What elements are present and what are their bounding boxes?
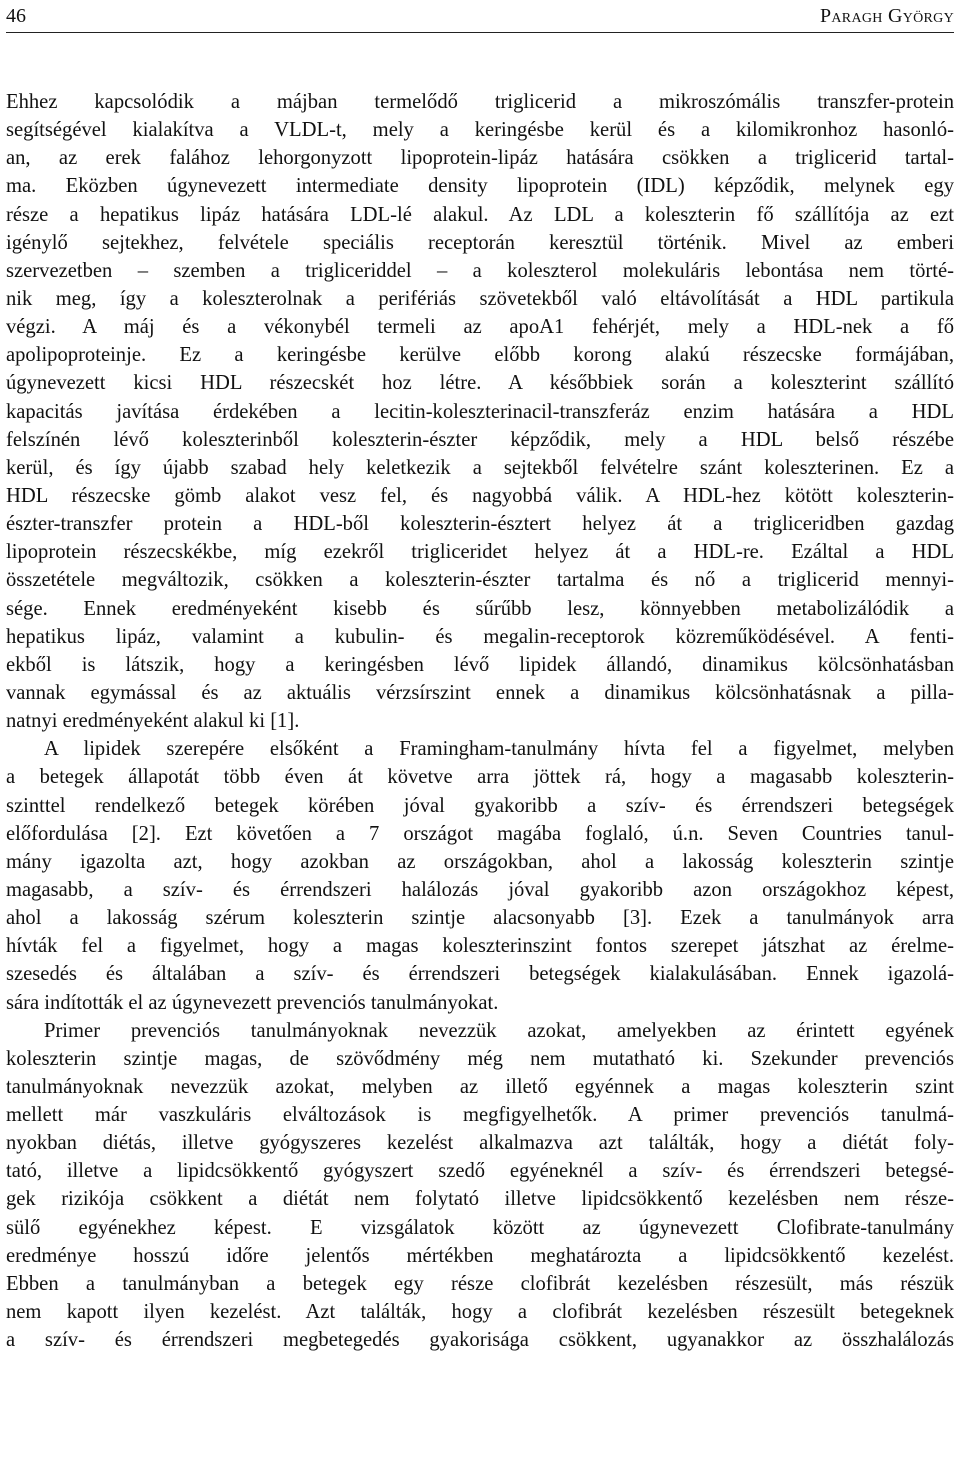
text-line: ma. Eközben úgynevezett intermediate density lipoprotein (IDL) képződik, melynek egy: [6, 175, 954, 198]
text-line: Ebben a tanulmányban a betegek egy része clofibrát kezelésben részesült, más részük: [6, 1272, 954, 1295]
text-line: a betegek állapotát több éven át követve arra jöttek rá, hogy a magasabb koleszterin-: [6, 766, 954, 789]
text-line: sára indították el az úgynevezett prevenciós tanulmányokat.: [6, 991, 499, 1014]
text-line: kerül, és így újabb szabad hely keletkezik a sejtekből felvételre szánt koleszterinen. Ez a: [6, 456, 954, 479]
text-line: apolipoproteinje. Ez a keringésbe kerülve előbb korong alakú részecske formájában,: [6, 344, 954, 367]
text-line: segítségével kialakítva a VLDL-t, mely a keringésbe kerül és a kilomikronhoz hasonló-: [6, 119, 954, 142]
paragraph: [6, 1017, 954, 1355]
text-line: előfordulása [2]. Ezt követően a 7 országot magába foglaló, ú.n. Seven Countries tanul-: [6, 822, 954, 845]
text-line: koleszterin szintje magas, de szövődmény még nem mutatható ki. Szekunder prevenciós: [6, 1047, 954, 1070]
paragraph: [6, 88, 954, 735]
text-line: igénylő sejtekhez, felvétele speciális receptorán keresztül történik. Mivel az emberi: [6, 231, 954, 254]
page-number: 46: [6, 5, 26, 27]
text-line: kapacitás javítása érdekében a lecitin-koleszterinacil-transzferáz enzim hatására a HDL: [6, 400, 954, 423]
text-line: sége. Ennek eredményeként kisebb és sűrűbb lesz, könnyebben metabolizálódik a: [6, 597, 954, 620]
text-line: nyokban diétás, illetve gyógyszeres kezelést alkalmazva azt találták, hogy a diétát foly-: [6, 1132, 954, 1155]
text-line: szesedés és általában a szív- és érrendszeri betegségek kialakulásában. Ennek igazolá-: [6, 963, 954, 986]
paragraph: [6, 735, 954, 1016]
text-line: magasabb, a szív- és érrendszeri halálozás jóval gyakoribb azon országokhoz képest,: [6, 878, 954, 901]
text-line: ekből is látszik, hogy a keringésben lévő lipidek állandó, dinamikus kölcsönhatásban: [6, 653, 954, 676]
text-line: tanulmányoknak nevezzük azokat, melyben az illető egyénnek a magas koleszterin szint: [6, 1075, 954, 1098]
text-line: tató, illetve a lipidcsökkentő gyógyszert szedő egyéneknél a szív- és érrendszeri betegsé-: [6, 1160, 954, 1183]
text-line: szinttel rendelkező betegek körében jóval gyakoribb a szív- és érrendszeri betegségek: [6, 794, 954, 817]
text-line: vannak egymással és az aktuális vérzsírszint ennek a dinamikus kölcsönhatásnak a pilla-: [6, 681, 954, 704]
text-line: a szív- és érrendszeri megbetegedés gyakorisága csökkent, ugyanakkor az összhalálozás: [6, 1329, 954, 1352]
text-line: hepatikus lipáz, valamint a kubulin- és megalin-receptorok közreműködésével. A fenti-: [6, 625, 954, 648]
text-line: felszínén lévő koleszterinből koleszterin-észter képződik, mely a HDL belső részébe: [6, 428, 954, 451]
text-line: része a hepatikus lipáz hatására LDL-lé alakul. Az LDL a koleszterin fő szállítója az ezt: [6, 203, 954, 226]
text-line: mellett már vaszkuláris elváltozások is megfigyelhetők. A primer prevenciós tanulmá-: [6, 1104, 954, 1127]
text-line: úgynevezett kicsi HDL részecskét hoz létre. A későbbiek során a koleszterint szállító: [6, 372, 954, 395]
text-line: Ehhez kapcsolódik a májban termelődő triglicerid a mikroszómális transzfer-protein: [6, 91, 954, 113]
text-line: Primer prevenciós tanulmányoknak nevezzük azokat, amelyekben az érintett egyének: [44, 1019, 954, 1042]
text-line: nik meg, így a koleszterolnak a perifériás szövetekből való eltávolítását a HDL partikula: [6, 287, 954, 310]
text-line: észter-transzfer protein a HDL-ből koleszterin-észtert helyez át a trigliceridben gazdag: [6, 513, 954, 536]
text-line: nem kapott ilyen kezelést. Azt találták, hogy a clofibrát kezelésben részesült betegeknek: [6, 1301, 954, 1324]
text-line: an, az erek falához lehorgonyzott lipoprotein-lipáz hatására csökken a triglicerid tartal-: [6, 147, 954, 170]
text-line: natnyi eredményeként alakul ki [1].: [6, 710, 300, 733]
text-line: sülő egyénekhez képest. E vizsgálatok között az úgynevezett Clofibrate-tanulmány: [6, 1216, 954, 1239]
text-line: végzi. A máj és a vékonybél termeli az apoA1 fehérjét, mely a HDL-nek a fő: [6, 316, 954, 339]
text-line: lipoprotein részecskékbe, míg ezekről trigliceridet helyez át a HDL-re. Ezáltal a HDL: [6, 541, 954, 564]
running-head-author: Paragh György: [819, 5, 954, 27]
text-line: hívták fel a figyelmet, hogy a magas koleszterinszint fontos szerepet játszhat az érelme-: [6, 935, 954, 958]
text-line: eredménye hosszú időre jelentős mértékben meghatározta a lipidcsökkentő kezelést.: [6, 1244, 954, 1267]
text-line: szervezetben – szemben a trigliceriddel – a koleszterol molekuláris lebontása nem törté-: [6, 259, 954, 282]
text-line: gek rizikója csökkent a diétát nem folytató illetve lipidcsökkentő kezelésben nem része-: [6, 1188, 954, 1211]
text-line: összetétele megváltozik, csökken a koleszterin-észter tartalma és nő a triglicerid mennyi-: [6, 569, 954, 592]
text-line: ahol a lakosság szérum koleszterin szintje alacsonyabb [3]. Ezek a tanulmányok arra: [6, 907, 954, 930]
running-header: [6, 2, 954, 33]
text-line: A lipidek szerepére elsőként a Framingham-tanulmány hívta fel a figyelmet, melyben: [44, 738, 954, 761]
body-text: [6, 88, 954, 1354]
text-line: mány igazolta azt, hogy azokban az országokban, ahol a lakosság koleszterin szintje: [6, 850, 954, 873]
text-line: HDL részecske gömb alakot vesz fel, és nagyobbá válik. A HDL-hez kötött koleszterin-: [6, 484, 954, 507]
